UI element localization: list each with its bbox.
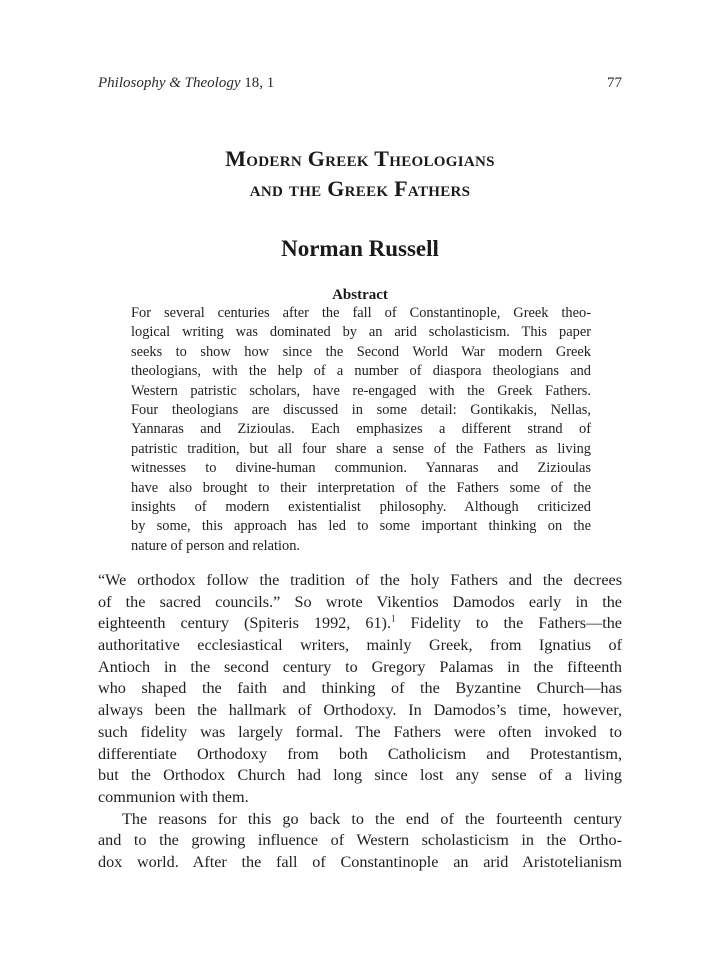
author-name: Norman Russell bbox=[281, 236, 439, 261]
abstract-line: For several centuries after the fall of Constantinople, Greek theo- bbox=[131, 305, 591, 321]
body-line: who shaped the faith and thinking of the Byzantine Church—has bbox=[98, 679, 622, 698]
abstract-line: logical writing was dominated by an arid scholasticism. This paper bbox=[131, 324, 591, 341]
abstract-line: nature of person and relation. bbox=[131, 537, 301, 554]
journal-citation bbox=[98, 75, 274, 92]
volume-issue: 18, 1 bbox=[240, 75, 275, 91]
abstract-line: theologians, with the help of a number of diaspora theologians and bbox=[131, 363, 591, 380]
paragraph-1 bbox=[98, 570, 622, 809]
title-line-2: and the Greek Fathers bbox=[249, 176, 471, 201]
abstract-line: seeks to show how since the Second World War modern Greek bbox=[131, 343, 591, 360]
page-number: 77 bbox=[607, 75, 622, 91]
body-line: communion with them. bbox=[98, 787, 249, 806]
abstract-line: by some, this approach has led to some important thinking on the bbox=[131, 518, 591, 535]
body-line-text: Fidelity to the Fathers—the bbox=[395, 614, 622, 633]
abstract-line: Western patristic scholars, have re-engaged with the Greek Fathers. bbox=[131, 382, 591, 399]
body-line: authoritative ecclesiastical writers, mainly Greek, from Ignatius of bbox=[98, 636, 622, 655]
body-line: dox world. After the fall of Constantinople an arid Aristotelianism bbox=[98, 852, 622, 871]
paragraph-2 bbox=[98, 809, 622, 874]
body-line: “We orthodox follow the tradition of the holy Fathers and the decrees bbox=[98, 571, 622, 589]
abstract-body bbox=[131, 304, 591, 556]
abstract-line: insights of modern existentialist philosophy. Although criticized bbox=[131, 498, 591, 515]
abstract-line: have also brought to their interpretation of the Fathers some of the bbox=[131, 479, 591, 496]
title-line-1: Modern Greek Theologians bbox=[225, 146, 495, 171]
article-title bbox=[0, 144, 720, 204]
abstract-heading: Abstract bbox=[332, 287, 388, 303]
body-line-text: eighteenth century (Spiteris 1992, 61). bbox=[98, 614, 391, 633]
body-text bbox=[98, 570, 622, 874]
body-line: always been the hallmark of Orthodoxy. In Damodos’s time, however, bbox=[98, 701, 622, 720]
abstract-line: witnesses to divine-human communion. Yannaras and Zizioulas bbox=[131, 460, 591, 477]
footnote-marker[interactable]: 1 bbox=[391, 613, 396, 624]
body-line: of the sacred councils.” So wrote Vikentios Damodos early in the bbox=[98, 592, 622, 611]
body-line: Antioch in the second century to Gregory Palamas in the fifteenth bbox=[98, 657, 622, 676]
journal-name: Philosophy & Theology bbox=[98, 75, 241, 91]
abstract-line: Yannaras and Zizioulas. Each emphasizes a different strand of bbox=[131, 421, 591, 438]
body-line bbox=[98, 613, 622, 635]
abstract-line: patristic tradition, but all four share a sense of the Fathers as living bbox=[131, 440, 591, 457]
body-line: but the Orthodox Church had long since lost any sense of a living bbox=[98, 766, 622, 785]
body-line: The reasons for this go back to the end of the fourteenth century bbox=[122, 809, 622, 828]
body-line: differentiate Orthodoxy from both Catholicism and Protestantism, bbox=[98, 744, 622, 763]
abstract-line: Four theologians are discussed in some detail: Gontikakis, Nellas, bbox=[131, 401, 591, 418]
body-line: and to the growing influence of Western scholasticism in the Ortho- bbox=[98, 831, 622, 850]
running-head bbox=[98, 75, 622, 97]
body-line: such fidelity was largely formal. The Fathers were often invoked to bbox=[98, 722, 622, 741]
